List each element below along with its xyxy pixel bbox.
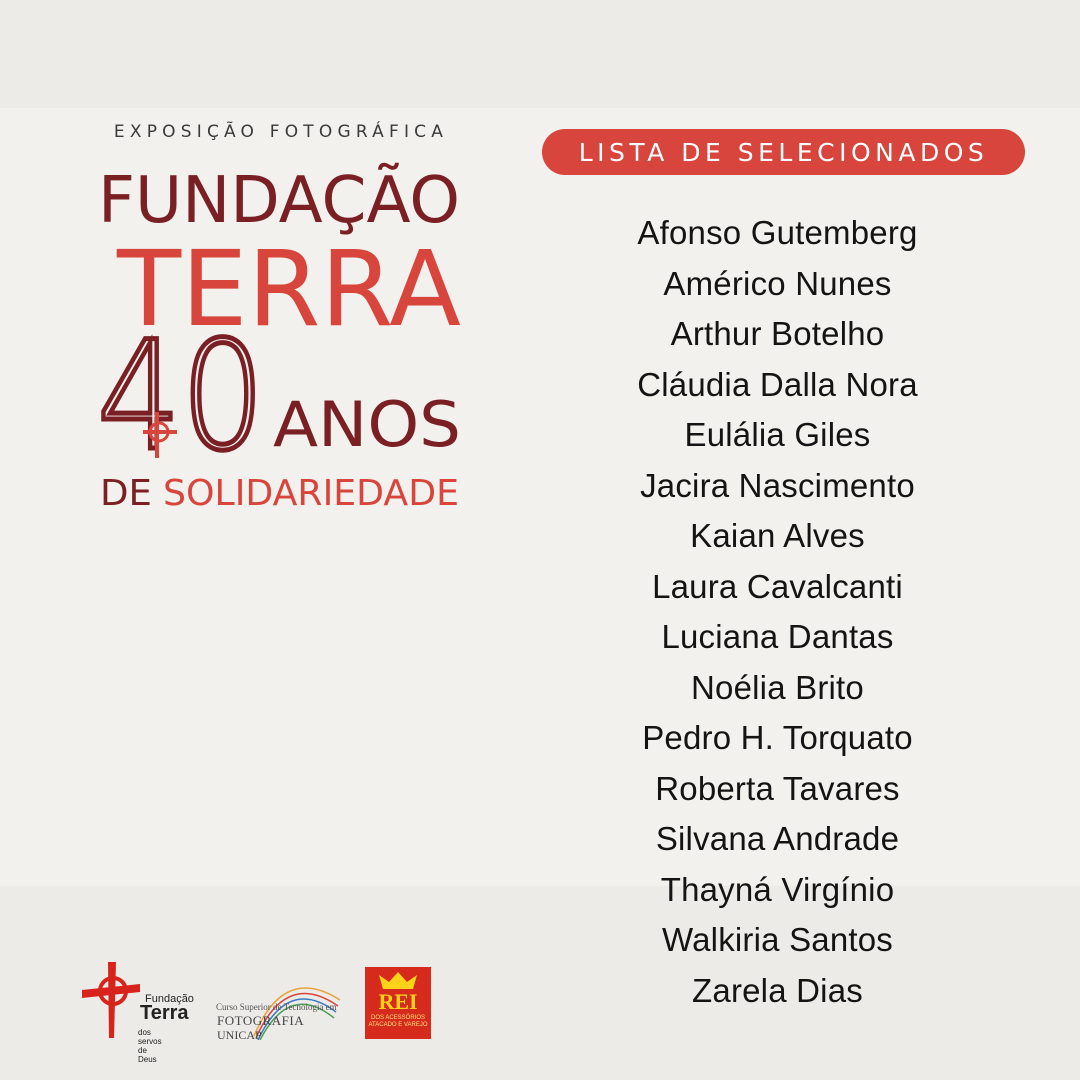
list-item: Américo Nunes: [663, 264, 892, 302]
unicap-line3: UNICAP: [217, 1028, 262, 1042]
title-solidariedade: SOLIDARIEDADE: [163, 473, 459, 514]
list-item: Cláudia Dalla Nora: [637, 365, 918, 403]
rei-sub-text: [365, 1015, 431, 1029]
list-item: Kaian Alves: [690, 517, 865, 554]
fundacao-logo-line1: Fundação: [145, 993, 194, 1005]
rei-line1: REI: [378, 989, 418, 1014]
list-item: Arthur Botelho: [670, 315, 885, 352]
list-item: Afonso Gutemberg: [637, 214, 918, 251]
title-de: DE: [100, 473, 152, 514]
exhibition-subtitle: EXPOSIÇÃO FOTOGRÁFICA: [113, 122, 449, 142]
list-item: Walkiria Santos: [661, 921, 894, 958]
fundacao-logo-line3: dos servos de Deus: [138, 1028, 162, 1064]
list-item: Silvana Andrade: [655, 820, 900, 857]
title-terra: TERRA: [115, 228, 461, 350]
list-item: Roberta Tavares: [655, 769, 900, 807]
list-item: Eulália Giles: [684, 416, 871, 453]
list-item: Zarela Dias: [692, 971, 863, 1009]
title-logo: [95, 150, 467, 520]
list-item: Noélia Brito: [691, 668, 864, 706]
rei-dos-acessorios-logo: [365, 967, 431, 1039]
unicap-fotografia-logo: [214, 970, 344, 1040]
red-cross-icon: [80, 960, 142, 1040]
fundacao-logo-line2: Terra: [140, 1002, 189, 1024]
list-item: Luciana Dantas: [661, 618, 894, 655]
rei-line2: DOS ACESSÓRIOS: [370, 1015, 425, 1021]
sponsor-logos: [80, 960, 440, 1064]
list-item: Thayná Virgínio: [660, 870, 895, 908]
title-fundacao: FUNDAÇÃO: [98, 164, 459, 238]
list-item: Laura Cavalcanti: [652, 567, 903, 605]
selected-names-list: [540, 208, 1015, 1016]
title-number-40: 40: [97, 310, 265, 484]
fundacao-terra-logo: [80, 960, 194, 1064]
list-item: Jacira Nascimento: [640, 466, 915, 504]
rei-line3: ATACADO E VAREJO: [368, 1022, 428, 1028]
selected-list-heading: LISTA DE SELECIONADOS: [542, 129, 1025, 175]
title-anos: ANOS: [273, 388, 461, 461]
list-item: Pedro H. Torquato: [642, 719, 913, 756]
unicap-line2: FOTOGRAFIA: [217, 1013, 305, 1028]
unicap-line1: Curso Superior de Tecnologia em: [216, 1002, 337, 1012]
